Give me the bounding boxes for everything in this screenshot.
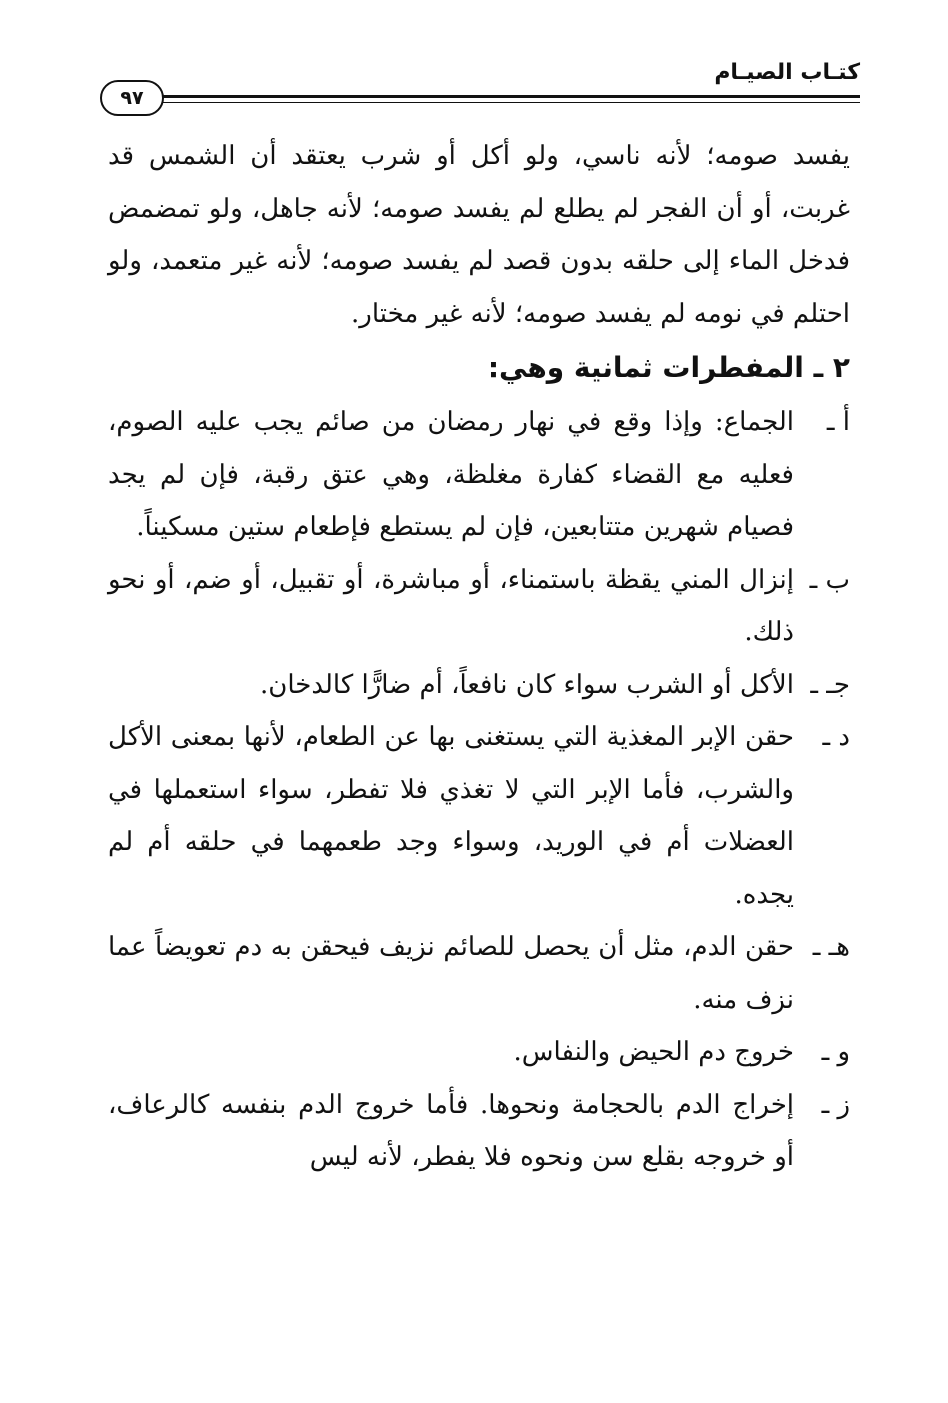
page-number: ٩٧ <box>100 80 164 116</box>
list-item-text: حقن الإبر المغذية التي يستغنى بها عن الطعام، لأنها بمعنى الأكل والشرب، فأما الإبر التي لا تغذي فلا تفطر، سواء استعملها في العضلات أم في الوريد، وسواء وجد طعمهما في حلقه أم لم يجده. <box>108 722 794 910</box>
list-item <box>108 711 850 921</box>
list-item-letter: ز ـ <box>821 1089 850 1120</box>
list-item-text: إنزال المني يقظة باستمناء، أو مباشرة، أو تقبيل، أو ضم، أو نحو ذلك. <box>108 564 794 647</box>
list-item-text: خروج دم الحيض والنفاس. <box>513 1037 794 1067</box>
list-item-text: الأكل أو الشرب سواء كان نافعاً، أم ضارًّا كالدخان. <box>259 669 794 700</box>
list-item <box>108 921 850 1026</box>
page-header <box>100 58 860 118</box>
list-item <box>108 659 850 712</box>
intro-paragraph: يفسد صومه؛ لأنه ناسي، ولو أكل أو شرب يعتقد أن الشمس قد غربت، أو أن الفجر لم يطلع لم يفسد صومه؛ لأنه جاهل، ولو تمضمض فدخل الماء إلى حلقه بدون قصد لم يفسد صومه؛ لأنه غير متعمد، ولو احتلم في نومه لم يفسد صومه؛ لأنه غير مختار. <box>108 141 850 329</box>
list-item-text: إخراج الدم بالحجامة ونحوها. فأما خروج الدم بنفسه كالرعاف، أو خروجه بقلع سن ونحوه فلا يفطر، لأنه ليس <box>108 1089 794 1172</box>
list-item-letter: جـ ـ <box>810 669 850 700</box>
list-item <box>108 554 850 659</box>
list-item <box>108 1079 850 1184</box>
list-item-letter: هـ ـ <box>812 932 850 962</box>
list-item-letter: د ـ <box>822 722 850 752</box>
list-item-letter: ب ـ <box>809 564 850 595</box>
header-rule-thick <box>156 95 860 98</box>
list-item <box>108 1026 850 1079</box>
running-title: كتـاب الصيـام <box>714 60 860 85</box>
list-item-letter: أ ـ <box>826 407 850 437</box>
list-item <box>108 396 850 554</box>
list-item-text: الجماع: وإذا وقع في نهار رمضان من صائم يجب عليه الصوم، فعليه مع القضاء كفارة مغلظة، وهي عتق رقبة، فإن لم يجد فصيام شهرين متتابعين، فإن لم يستطع فإطعام ستين مسكيناً. <box>108 407 795 542</box>
section-heading: ٢ ـ المفطرات ثمانية وهي: <box>487 351 850 384</box>
list-item-text: حقن الدم، مثل أن يحصل للصائم نزيف فيحقن به دم تعويضاً عما نزف منه. <box>108 932 794 1015</box>
list-item-letter: و ـ <box>821 1037 850 1067</box>
header-rule-thin <box>156 102 860 103</box>
page-body <box>108 130 850 1184</box>
